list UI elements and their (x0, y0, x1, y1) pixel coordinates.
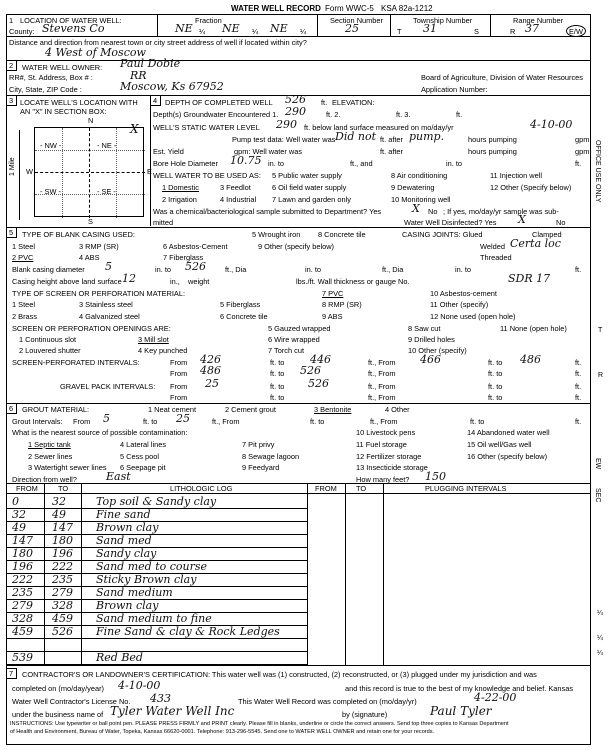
log-to[interactable]: 222 (52, 560, 73, 573)
log-from[interactable]: 539 (12, 651, 33, 664)
owner-name[interactable]: Paul Dobie (120, 57, 181, 70)
sp-2-from[interactable]: 466 (420, 353, 441, 366)
log-to[interactable]: 459 (52, 612, 73, 625)
fraction-2[interactable]: NE (222, 22, 240, 35)
plugging-intervals-header: PLUGGING INTERVALS (425, 484, 507, 493)
address-label: RR#, St. Address, Box # : (9, 73, 93, 82)
log-to[interactable]: 526 (52, 625, 73, 638)
log-to[interactable]: 180 (52, 534, 73, 547)
section-7-number: 7 (9, 669, 14, 678)
owner-address[interactable]: RR (130, 69, 147, 82)
screen-pvc-selected[interactable]: 7 PVC (322, 289, 344, 298)
lithologic-log-header: LITHOLOGIC LOG (170, 484, 233, 493)
log-description[interactable]: Brown clay (96, 521, 159, 534)
application-label: Application Number: (421, 85, 488, 94)
screen-material-label: TYPE OF SCREEN OR PERFORATION MATERIAL: (12, 289, 186, 298)
sp-3-from[interactable]: 486 (200, 364, 221, 377)
static-level-value[interactable]: 290 (276, 118, 297, 131)
distance-label: Distance and direction from nearest town or city street address of well if located within city? (9, 38, 307, 47)
casing-height[interactable]: 12 (122, 272, 136, 285)
board-label: Board of Agriculture, Division of Water Resources (421, 73, 583, 82)
disinfected-label: Water Well Disinfected? Yes (404, 218, 497, 227)
section-1-title: LOCATION OF WATER WELL: (20, 16, 122, 25)
depth-label: DEPTH OF COMPLETED WELL (165, 98, 273, 107)
log-from[interactable]: 328 (12, 612, 33, 625)
septic-tank-selected[interactable]: 1 Septic tank (28, 440, 71, 449)
section-number-value[interactable]: 25 (345, 22, 359, 35)
record-date[interactable]: 4-22-00 (474, 691, 517, 704)
form-number: Form WWC-5 (325, 4, 374, 13)
section-3-title-2: AN "X" IN SECTION BOX: (20, 107, 107, 116)
gp-1-from[interactable]: 25 (205, 377, 219, 390)
sp-1-from[interactable]: 426 (200, 353, 221, 366)
casing-diameter-label: Blank casing diameter (12, 265, 85, 274)
casing-height-label: Casing height above land surface (12, 277, 122, 286)
log-to[interactable]: 235 (52, 573, 73, 586)
city-label: City, State, ZIP Code : (9, 85, 82, 94)
casing-to[interactable]: 526 (185, 260, 206, 273)
depth-value[interactable]: 526 (285, 93, 306, 106)
log-description[interactable]: Brown clay (96, 599, 159, 612)
log-to[interactable]: 32 (52, 495, 66, 508)
form-title: WATER WELL RECORD (231, 4, 321, 13)
log-description[interactable]: Red Bed (96, 651, 143, 664)
log-from[interactable]: 180 (12, 547, 33, 560)
ksa-number: KSA 82a-1212 (381, 4, 433, 13)
grout-title: GROUT MATERIAL: (22, 405, 90, 414)
county-value[interactable]: Stevens Co (42, 22, 105, 35)
how-many-feet-label: How many feet? (356, 475, 410, 484)
log-from[interactable]: 235 (12, 586, 33, 599)
section-1-number: 1 (9, 16, 14, 25)
chem-label: Was a chemical/bacteriological sample submitted to Department? Yes (153, 207, 382, 216)
range-label: Range Number (513, 16, 564, 25)
log-to[interactable]: 279 (52, 586, 73, 599)
gravel-pack-label: GRAVEL PACK INTERVALS: (60, 382, 156, 391)
grout-from[interactable]: 5 (103, 412, 110, 425)
section-3-number: 3 (9, 96, 14, 105)
static-level-label: WELL'S STATIC WATER LEVEL (153, 123, 260, 132)
fraction-label: Fraction (195, 16, 222, 25)
gp-1-to[interactable]: 526 (308, 377, 329, 390)
log-description[interactable]: Fine Sand & clay & Rock Ledges (96, 625, 280, 638)
grout-intervals-label: Grout Intervals: (12, 417, 63, 426)
section-4-number: 4 (153, 96, 158, 105)
contamination-label: What is the nearest source of possible contamination: (12, 428, 188, 437)
screen-intervals-label: SCREEN-PERFORATED INTERVALS: (12, 358, 140, 367)
well-location-mark[interactable]: X (130, 122, 139, 136)
section-2-number: 2 (9, 61, 14, 70)
sp-1-to[interactable]: 446 (310, 353, 331, 366)
license-number[interactable]: 433 (150, 692, 171, 705)
log-description[interactable]: Sand med to course (96, 560, 208, 573)
use-domestic-selected[interactable]: 1 Domestic (162, 183, 199, 192)
elevation-label: ELEVATION: (332, 98, 375, 107)
bore-value[interactable]: 10.75 (230, 154, 262, 167)
completed-date[interactable]: 4-10-00 (118, 679, 161, 692)
direction-label: Direction from well? (12, 475, 77, 484)
range-value[interactable]: 37 (525, 22, 539, 35)
log-row-line (6, 638, 307, 639)
east-west-indicator[interactable]: E/W (569, 27, 583, 36)
casing-pvc-selected[interactable]: 2 PVC (12, 253, 34, 262)
township-label: Township Number (413, 16, 473, 25)
pump-value[interactable]: Did not (335, 130, 377, 143)
log-from[interactable]: 147 (12, 534, 33, 547)
owner-city[interactable]: Moscow, Ks 67952 (120, 80, 224, 93)
log-from[interactable]: 49 (12, 521, 26, 534)
chem-answer[interactable]: X (412, 202, 420, 215)
casing-title: TYPE OF BLANK CASING USED: (22, 230, 135, 239)
static-date[interactable]: 4-10-00 (530, 118, 573, 131)
log-from[interactable]: 279 (12, 599, 33, 612)
log-from[interactable]: 196 (12, 560, 33, 573)
section-number-label: Section Number (330, 16, 383, 25)
business-name[interactable]: Tyler Water Well Inc (110, 704, 235, 718)
log-description[interactable]: Top soil & Sandy clay (96, 495, 217, 508)
distance-value[interactable]: 4 West of Moscow (45, 46, 146, 59)
township-value[interactable]: 31 (423, 22, 437, 35)
how-many-feet-value[interactable]: 150 (425, 470, 446, 483)
log-to[interactable]: 49 (52, 508, 66, 521)
log-description[interactable]: Sticky Brown clay (96, 573, 197, 586)
casing-diameter[interactable]: 5 (105, 260, 112, 273)
sp-3-to[interactable]: 526 (300, 364, 321, 377)
instructions-line-1: INSTRUCTIONS: Use typewriter or ball point pen. PLEASE PRESS FIRMLY and PRINT clearly. Please fill in blanks, underline or circle the correct answers. Send top three copies to Kansas Department (10, 721, 509, 727)
log-to[interactable]: 147 (52, 521, 73, 534)
pump-label: Pump test data: Well water was (232, 135, 336, 144)
log-from[interactable]: 459 (12, 625, 33, 638)
office-use-label: OFFICE USE ONLY (594, 140, 601, 203)
log-to[interactable]: 196 (52, 547, 73, 560)
log-description[interactable]: Sand medium to fine (96, 612, 212, 625)
log-from[interactable]: 222 (12, 573, 33, 586)
mile-label: 1 Mile (9, 157, 16, 176)
certification-text: CONTRACTOR'S OR LANDOWNER'S CERTIFICATION: This water well was (1) constructed, (2) reconstructed, or (3) plugged under my jurisdiction and was (22, 670, 537, 679)
log-description[interactable]: Sand medium (96, 586, 173, 599)
log-description[interactable]: Fine sand (96, 508, 151, 521)
pump-after-value[interactable]: pump. (409, 130, 445, 143)
groundwater-1[interactable]: 290 (285, 105, 306, 118)
est-yield-label: Est. Yield (153, 147, 184, 156)
section-2-title: WATER WELL OWNER: (22, 63, 103, 72)
log-from[interactable]: 0 (12, 495, 19, 508)
section-5-number: 5 (9, 228, 14, 237)
grout-to[interactable]: 25 (176, 412, 190, 425)
sp-2-to[interactable]: 486 (520, 353, 541, 366)
fraction-3[interactable]: NE (270, 22, 288, 35)
mill-slot-selected[interactable]: 3 Mill slot (138, 335, 169, 344)
use-label: WELL WATER TO BE USED AS: (153, 171, 261, 180)
log-row-line (6, 651, 307, 652)
instructions-line-2: of Health and Environment, Bureau of Water, Topeka, Kansas 66620-0001. Telephone: 913-296-5545. Send one to WATER WELL OWNER and retain one for your records. (10, 729, 435, 735)
bore-label: Bore Hole Diameter (153, 159, 218, 168)
fraction-1[interactable]: NE (175, 22, 193, 35)
log-description[interactable]: Sandy clay (96, 547, 157, 560)
welded-value[interactable]: Certa loc (510, 237, 561, 250)
groundwater-label: Depth(s) Groundwater Encountered 1. (153, 110, 279, 119)
log-description[interactable]: Sand med (96, 534, 152, 547)
openings-label: SCREEN OR PERFORATION OPENINGS ARE: (12, 324, 171, 333)
signature[interactable]: Paul Tyler (430, 704, 492, 718)
section-3-title-1: LOCATE WELL'S LOCATION WITH (20, 98, 138, 107)
log-from[interactable]: 32 (12, 508, 26, 521)
form-frame (6, 14, 591, 745)
county-label: County: (9, 27, 35, 36)
wall-thickness[interactable]: SDR 17 (508, 272, 551, 285)
casing-joints-label: CASING JOINTS: Glued (402, 230, 483, 239)
bentonite-selected[interactable]: 3 Bentonite (314, 405, 352, 414)
disinfected-answer[interactable]: X (518, 213, 526, 226)
section-6-number: 6 (9, 404, 14, 413)
direction-value[interactable]: East (106, 470, 131, 483)
log-to[interactable]: 328 (52, 599, 73, 612)
